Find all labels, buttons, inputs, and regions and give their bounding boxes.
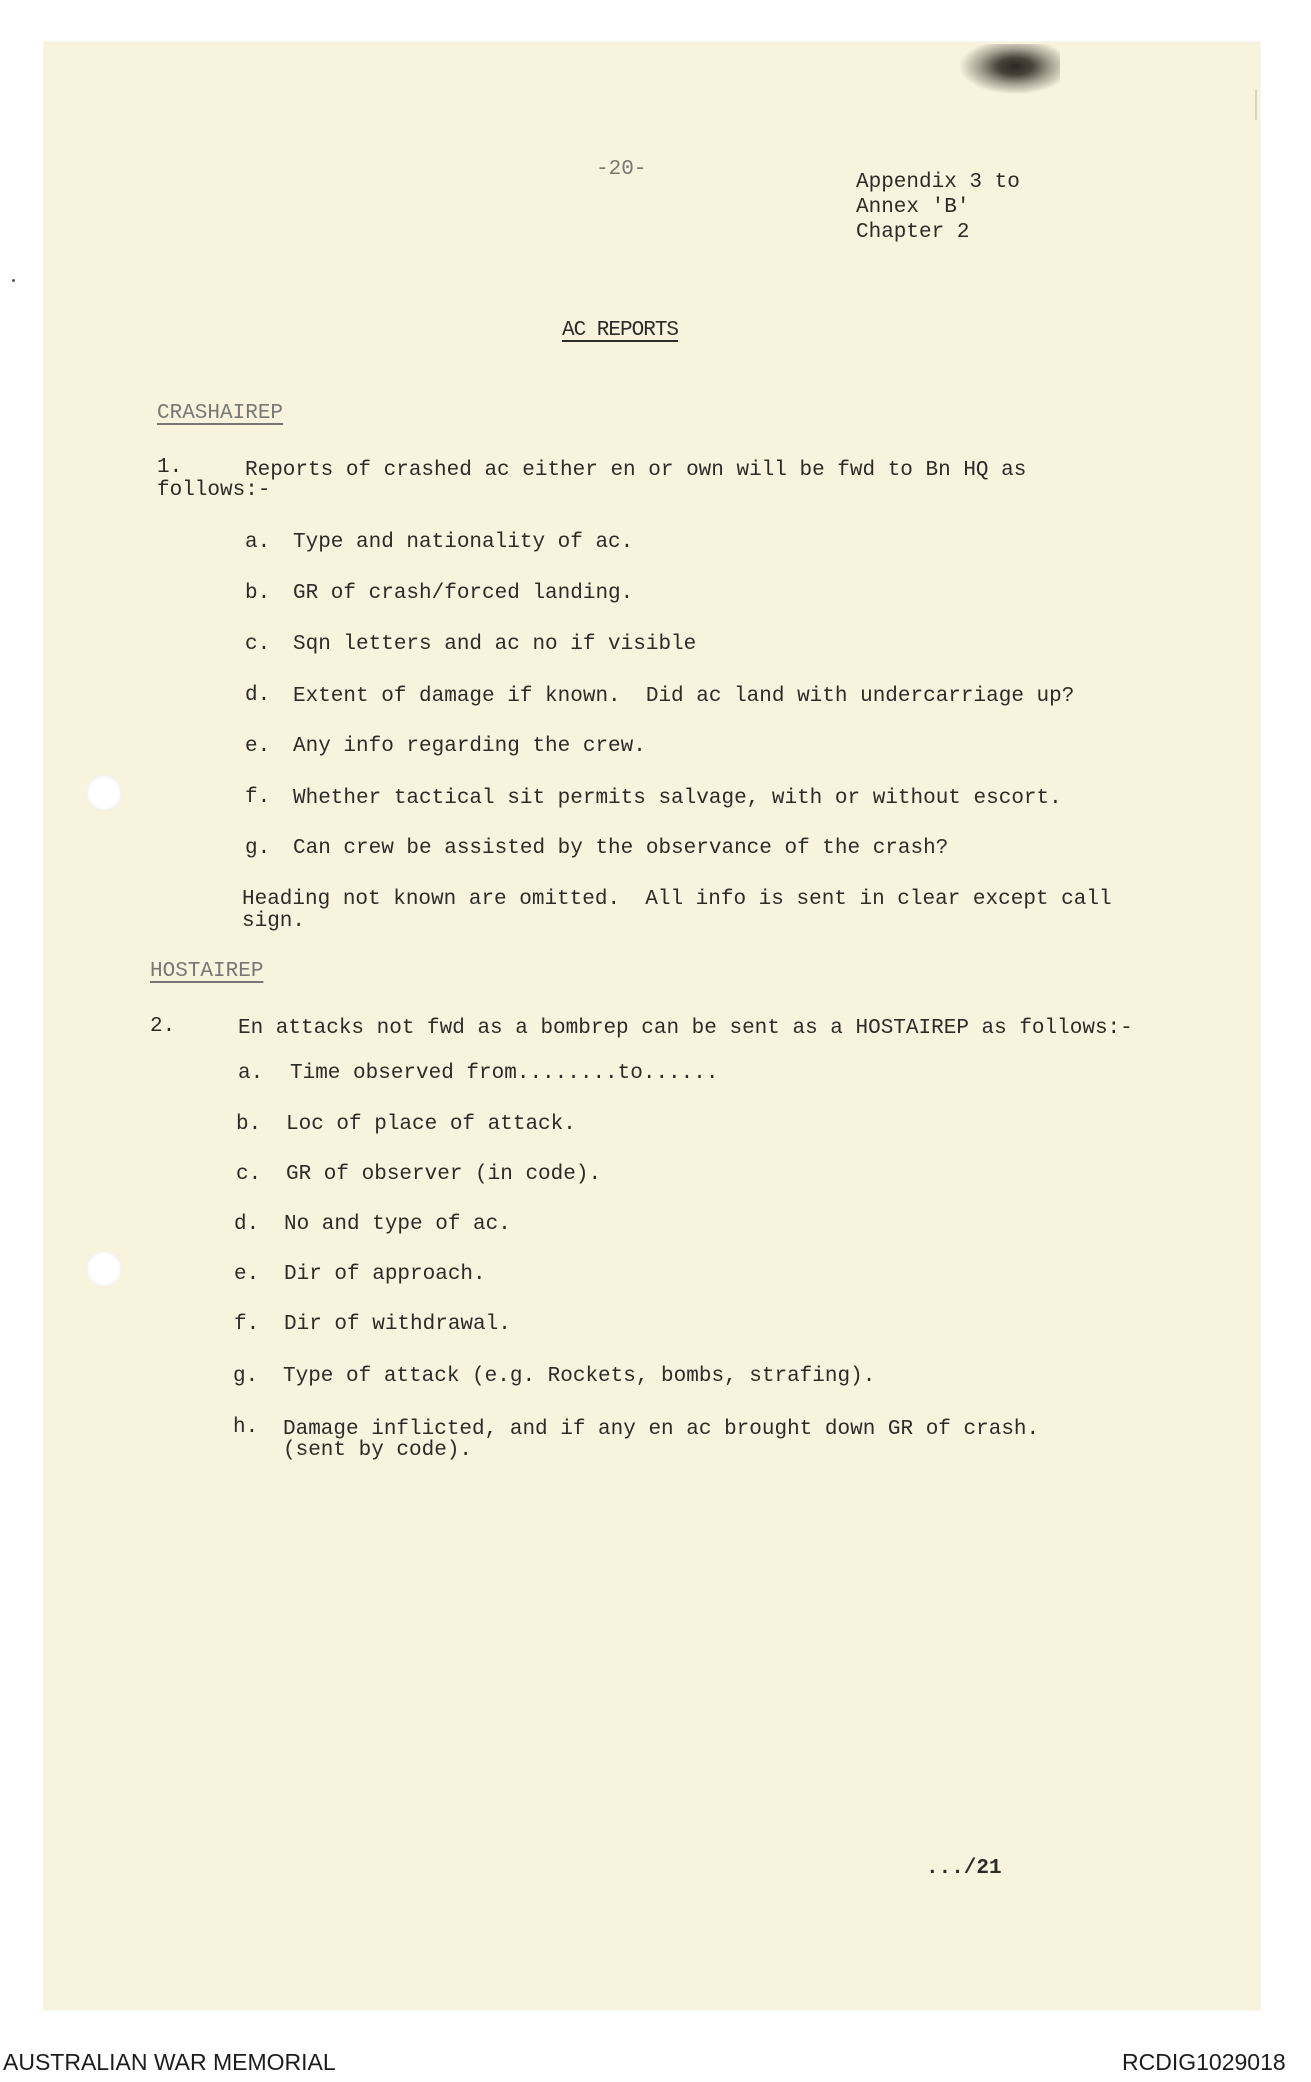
crashairep-note-line-1: Heading not known are omitted. All info is sent in clear except call <box>242 888 1112 911</box>
para-number-1: 1. <box>157 456 183 479</box>
page-number: -20- <box>596 158 647 181</box>
list-item-letter: d. <box>245 684 271 707</box>
list-item-text: Type and nationality of ac. <box>293 531 634 554</box>
list-item-text: Dir of approach. <box>284 1263 486 1286</box>
ink-smudge <box>960 44 1060 94</box>
edge-mark <box>1255 90 1257 120</box>
list-item-letter: c. <box>245 633 271 656</box>
list-item-letter: c. <box>236 1163 262 1186</box>
continuation-marker: .../21 <box>926 1857 1002 1880</box>
section-heading-hostairep: HOSTAIREP <box>150 960 264 983</box>
para-2-line-1: En attacks not fwd as a bombrep can be sent as a HOSTAIREP as follows:- <box>238 1017 1133 1040</box>
list-item-letter: e. <box>234 1263 260 1286</box>
para-number-2: 2. <box>150 1015 176 1038</box>
list-item-text: Sqn letters and ac no if visible <box>293 633 697 656</box>
list-item-text: GR of crash/forced landing. <box>293 582 634 605</box>
list-item-letter: f. <box>234 1313 260 1336</box>
list-item-letter: g. <box>233 1365 259 1388</box>
list-item-text: Time observed from........to...... <box>290 1062 719 1085</box>
list-item-text: No and type of ac. <box>284 1213 511 1236</box>
footer-record-id: RCDIG1029018 <box>1122 2049 1286 2075</box>
list-item-text: Loc of place of attack. <box>286 1113 576 1136</box>
para-1-line-2: follows:- <box>157 479 271 502</box>
list-item-text-continued: (sent by code). <box>283 1439 473 1462</box>
crashairep-note-line-2: sign. <box>242 910 306 933</box>
appendix-line-3: Chapter 2 <box>856 221 970 244</box>
para-1-line-1: Reports of crashed ac either en or own will be fwd to Bn HQ as <box>245 459 1027 482</box>
stray-mark <box>12 279 15 282</box>
list-item-text: Whether tactical sit permits salvage, with or without escort. <box>293 787 1062 810</box>
list-item-text: Dir of withdrawal. <box>284 1313 511 1336</box>
list-item-text: Damage inflicted, and if any en ac brought down GR of crash. <box>283 1418 1040 1441</box>
punch-hole-bottom <box>86 1251 122 1287</box>
list-item-letter: g. <box>245 837 271 860</box>
list-item-letter: a. <box>238 1062 264 1085</box>
list-item-text: Extent of damage if known. Did ac land with undercarriage up? <box>293 685 1075 708</box>
footer-institution: AUSTRALIAN WAR MEMORIAL <box>3 2049 336 2075</box>
page-title: AC REPORTS <box>562 319 679 342</box>
list-item-text: Any info regarding the crew. <box>293 735 646 758</box>
list-item-letter: f. <box>245 786 271 809</box>
list-item-letter: b. <box>245 582 271 605</box>
punch-hole-top <box>86 775 122 811</box>
section-heading-crashairep: CRASHAIREP <box>157 402 284 425</box>
list-item-text: Type of attack (e.g. Rockets, bombs, strafing). <box>283 1365 876 1388</box>
appendix-line-2: Annex 'B' <box>856 196 970 219</box>
list-item-letter: b. <box>236 1113 262 1136</box>
list-item-text: Can crew be assisted by the observance of the crash? <box>293 837 949 860</box>
list-item-letter: e. <box>245 735 271 758</box>
appendix-line-1: Appendix 3 to <box>856 171 1020 194</box>
list-item-letter: a. <box>245 531 271 554</box>
list-item-text: GR of observer (in code). <box>286 1163 602 1186</box>
list-item-letter: h. <box>233 1416 259 1439</box>
list-item-letter: d. <box>234 1213 260 1236</box>
